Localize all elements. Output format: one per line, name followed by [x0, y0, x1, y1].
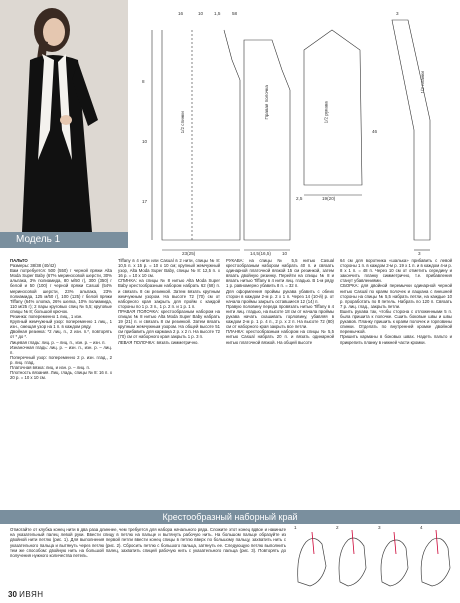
paragraph: РУКАВА: на спицы № 5,5 нитью Casual крестообразным набором набрать 40 п. и связать одинарной платочной вязкой 15 см резинкой, затем вязать двойную резинку. Перейти на спицы № 8 и вязать нитью Tiffany в 4 нити лиц. гладью. В 1-м ряду 1 р. равномерно убавить 8 п. = 32 п.	[226, 258, 334, 289]
section-band	[0, 510, 460, 524]
section-title: ПАЛЬТО	[10, 258, 28, 263]
column-4	[340, 258, 452, 345]
dim-label: 10	[198, 11, 204, 16]
instructions-text: Отмотайте от клубка конец нити в два раза длиннее, чем требуется для набора начального ряда. Сложите этот конец вдвое и накиньте на указательный палец левой руки. Ввести спицу в петлю на пальце и вытянуть рабочую нить. На большом пальце образуйте из двойной нити петлю (рис. 1). Для выполнения первой петли ввести конец спицы в петлю вверх по большому пальцу, захватить нить с указательного пальца и вытянуть через петлю (рис. 2). Сбросить петлю с большого пальца, затянуть ее. Следующую петлю выполнить тем же способом: двойную нить на большой палец, захватить спицей рабочую нить с указательного пальца (рис. 3). Повторять до получения нужного количества петель.	[10, 527, 286, 559]
page-footer	[8, 590, 44, 599]
pattern-schema	[132, 0, 460, 258]
dim-label: 23(25)	[182, 251, 196, 256]
page-number: 30	[8, 590, 17, 599]
dim-label: 1,5	[214, 11, 221, 16]
dim-label: 10	[142, 139, 148, 144]
hand-figure-3	[381, 540, 408, 586]
paragraph: 64 см для воротника «шалька» прибавить с левой стороны 1 п. в каждом 2-м р. 19 х 1 п. и в каждом 4-м р. 8 х 1 п. = 48 п. Через 10 см от отметить середину и закончить планку симметрично, т.е. прибавления станут убавлениями.	[340, 258, 452, 284]
collar-band-outline	[392, 20, 430, 240]
paragraph: ЛЕВАЯ ПОЛОЧКА: вязать симметрично.	[118, 339, 199, 345]
figure-number: 2	[336, 525, 339, 530]
paragraph: Вам потребуется: 500 (550) г черной пряжи Alta Moda Super Baby (67% мериносовой шерсти, 30% альпака, 3% полиамида, 80 м/50 г), 300 (350) г белой и 50 (100) г черной пряжи Casual (54% мериносовой шерсти, 23% альпака, 23% полиамида, 125 м/50 г), 100 (125) г белой пряжи Tiffany (64% хлопка, 26% шелка, 10% полиамида, 110 м/25 г); 2 пары круговых спиц № 5,5; круговые спицы № 8; большой крючок.	[10, 268, 112, 314]
dim-label: 8	[142, 79, 145, 84]
paragraph: Крупный жемчужный узор: попеременно 1 лиц., 1 изн., смещая узор на 1 п. в каждом ряду.	[10, 319, 112, 330]
paragraph: Tiffany в 4 нити или Casual в 2 нити, спицы № 8: 10,5 п. х 15 р. = 10 х 10 см; крупный жемчужный узор, Alta Moda Super Baby, спицы № 8: 12,5 п. х 16 р. = 10 х 10 см.	[118, 258, 220, 279]
collar-half-label: 1/2 планки	[419, 71, 425, 94]
column-2	[118, 258, 220, 345]
dim-label: 19(20)	[322, 196, 336, 201]
dim-label: 17	[142, 199, 148, 204]
magazine-brand: ИВЯН	[19, 590, 44, 599]
dim-label: 3	[396, 11, 399, 16]
front-right-label: Правая полочка	[263, 85, 269, 120]
paragraph: ПРАВАЯ ПОЛОЧКА: крестообразным набором на спицах № 8 нитью Alta Moda Super Baby набрать 19 (21) п. и связать 8 см резинкой. Затем вязать крупным жемчужным узором. На общей высоте 51 см прибавить для кармана 2 р. х 2 п. На высоте 72 (70) см от наборного края закрыть 1 р. 3 п.	[118, 308, 220, 340]
paragraph: Поперечный узор: попеременно 2 р. изн. глад., 2 р. лиц. глад.	[10, 354, 112, 365]
paragraph: СБОРКА: для двойной перемычки одинарной черной нитью Casual по краям полочек и лацкана с внешней стороны на спицы № 5,5 набрать петли, на каждые 10 р. проработать по 8 петель. Набрать по 120 п. Связать 7 р. лиц. глад., закрыть петли.	[340, 283, 452, 309]
paragraph: Правую половину переда провязать нитью Tiffany в 4 нити лиц. гладью, на высоте 18 см от начала проймы рукава начать скашивать горловину, убавляя в каждом 2-м р. 1 р. 4 п., 2 р. х 2 п. На высоте 72 (80) см от наборного края закрыть все петли.	[226, 303, 334, 330]
dim-label: 46	[372, 129, 378, 134]
hand-diagrams	[292, 524, 460, 592]
dim-label: 10	[282, 251, 288, 256]
figure-number: 3	[378, 525, 381, 530]
dim-label: 58	[232, 11, 238, 16]
paragraph: Лицевая гладь: лиц. р. – лиц. п., изн. р. – изн. п.	[10, 339, 106, 345]
paragraph: СПИНКА: на спицы № 8 нитью Alta Moda Super Baby крестообразным набором набрать 62 (68) п. и связать 8 см резинкой. Затем вязать крупным жемчужным узором. На высоте 72 (70) см от наборного края закрыть для пройм с каждой стороны по 1 р. 3 п., 1 р. 2 п. и 1 р. 1 п.	[118, 278, 220, 309]
paragraph: Размеры: 38/38 (40/42)	[10, 263, 56, 269]
figure-number: 1	[294, 525, 297, 530]
dim-label: 2,5	[296, 196, 303, 201]
front-panel-outline	[244, 40, 290, 240]
hand-figure-2	[339, 538, 366, 586]
paragraph: Плотность вязания. Лиц. гладь, спицы № 8: 16 п. х 20 р. = 10 х 10 см.	[10, 370, 112, 381]
column-1	[10, 258, 112, 380]
band-title: Крестообразный наборный край	[162, 512, 298, 522]
dim-label: 16	[178, 11, 184, 16]
paragraph: Изнаночная гладь: лиц. р. – изн. п., изн. р. – лиц. п.	[10, 344, 112, 355]
sleeve-half-label: 1/2 рукава	[323, 101, 329, 124]
hand-figure-1	[298, 538, 326, 586]
paragraph: Платочная вязка: лиц. и изн. р. – лиц. п.	[10, 364, 91, 370]
sleeve-outline	[304, 30, 362, 185]
paragraph: Двойная резинка: *2 лиц. п., 2 изн. п.*, повторять от * до *.	[10, 329, 112, 340]
column-3	[226, 258, 334, 345]
paragraph: Вшить рукава так, чтобы сторона с отложенными 5 п. была пришита к полочке. Сшить боковые швы и швы рукавов. Планку пришить к краям полочек и горловины спинки. Отделать по внутренней кромке двойной перемычкой.	[340, 308, 452, 335]
hand-figure-4	[421, 538, 450, 586]
dim-label: 3	[418, 251, 421, 256]
paragraph: Резинка: попеременно 1 лиц., 1 изн.	[10, 314, 83, 320]
paragraph: ПЛАНКА: крестообразным набором на спицы № 5,5 нитью Casual набрать 20 п. и вязать одинарной нитью платочной вязкой. На общей высоте	[226, 329, 334, 345]
paragraph: Пришить карманы в боковых швах. Надеть пальто и прикрепить планку в нижней части кромки.	[340, 334, 452, 345]
paragraph: Для оформления проймы рукава убавить с обеих сторон в каждом 2-м р. 2 х 1 п. Через 14 (10-й) р. от начала проймы закрыть оставшиеся 12 (14) п.	[226, 288, 334, 304]
back-panel-outline	[162, 30, 240, 240]
back-half-label: 1/2 спинки	[179, 111, 185, 134]
model-photo	[0, 0, 128, 245]
dim-label: 14,5(16,5)	[250, 251, 271, 256]
model-caption: Модель 1	[0, 232, 128, 248]
figure-number: 4	[420, 525, 423, 530]
